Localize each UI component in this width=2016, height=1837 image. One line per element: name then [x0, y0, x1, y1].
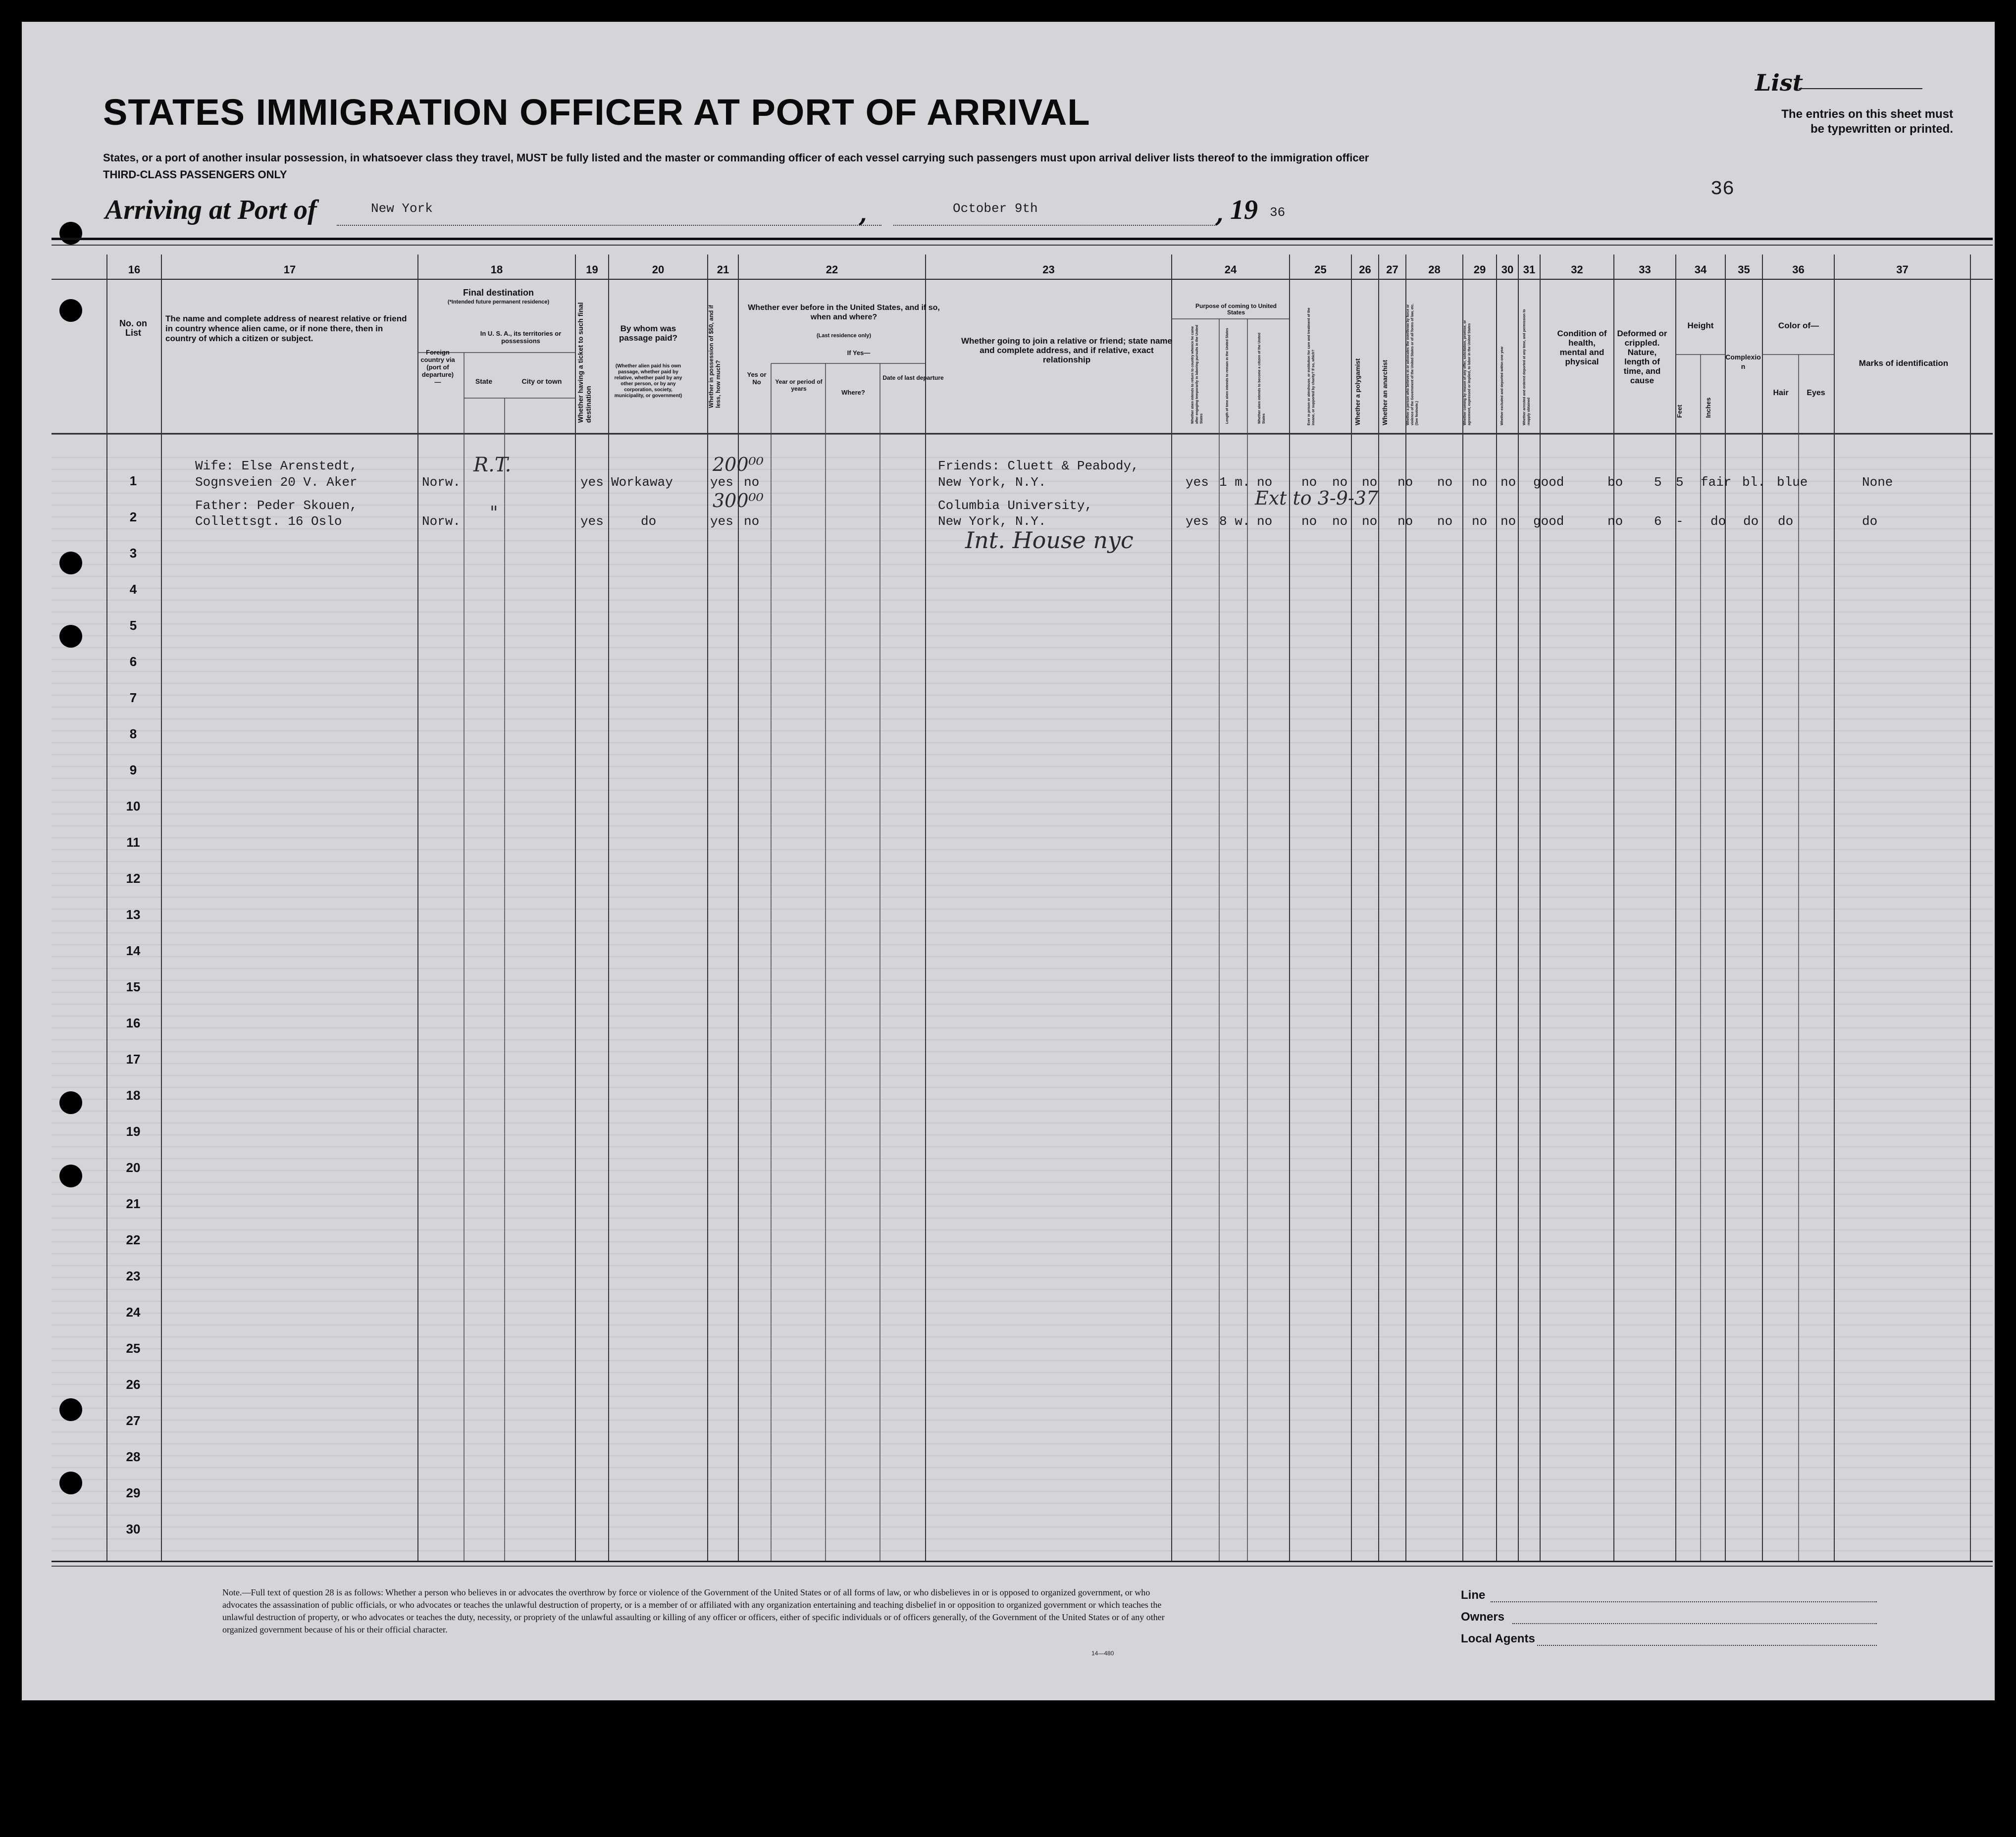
row1-join-line2: New York, N.Y.: [938, 475, 1046, 490]
header-foreign-country: Foreign country via (port of departure)—: [420, 349, 455, 386]
row2-excluded: no: [1472, 514, 1488, 529]
port-comma: ,: [859, 200, 867, 228]
header-if-yes: If Yes—: [847, 349, 871, 357]
row1-polygamist: no: [1332, 475, 1348, 490]
row1-join-line1: Friends: Cluett & Peabody,: [938, 459, 1139, 473]
sheet-number: 36: [1710, 178, 1735, 201]
row1-health: good: [1533, 475, 1564, 490]
row-number: 15: [126, 979, 141, 994]
row2-overthrow: no: [1397, 514, 1413, 529]
header-going-to-join: Whether going to join a relative or friend; state name and complete address, and if relative, exact relationship: [961, 336, 1172, 364]
row-number: 9: [129, 763, 137, 777]
date-comma: ,: [1215, 200, 1224, 228]
owners-underline: [1512, 1623, 1877, 1624]
top-rule: [52, 238, 1993, 240]
row-number: 8: [129, 726, 137, 741]
row2-extension-hand: Ext to 3-9-37: [1255, 487, 1379, 509]
row2-relative-line2: Collettsgt. 16 Oslo: [195, 514, 342, 529]
row-number: 28: [126, 1449, 141, 1464]
row1-labor-offer: no: [1437, 475, 1453, 490]
header-where: Where?: [841, 389, 865, 396]
header-city: City or town: [521, 377, 562, 385]
row-number: 22: [126, 1232, 141, 1247]
row2-before: no: [744, 514, 760, 529]
row1-paid-by: Workaway: [611, 475, 673, 490]
year-prefix: 19: [1230, 195, 1258, 225]
row-number: 1: [129, 473, 137, 488]
row-number: 24: [126, 1305, 141, 1320]
header-color: Color of—: [1778, 321, 1819, 330]
list-field: List: [1755, 69, 1803, 96]
column-number: 29: [1473, 263, 1486, 276]
port-value: New York: [371, 201, 433, 216]
row1-purpose-citizen: no: [1257, 475, 1273, 490]
column-number: 25: [1314, 263, 1327, 276]
header-no-on-list: No. on List: [119, 318, 147, 338]
header-final-destination-sub: (*Intended future permanent residence): [447, 299, 550, 305]
header-ticket: Whether having a ticket to such final destination: [576, 302, 592, 423]
column-number: 23: [1042, 263, 1055, 276]
column-number: 37: [1896, 263, 1909, 276]
row2-join-line1: Columbia University,: [938, 498, 1093, 513]
row-number: 14: [126, 943, 141, 958]
row1-arrested: no: [1500, 475, 1516, 490]
header-purpose-return: Whether alien intends to return to country whence he came after engaging temporarily in laboring pursuits in the United States: [1191, 325, 1203, 424]
row1-purpose-return: yes: [1186, 475, 1209, 490]
row-number: 4: [129, 582, 137, 597]
row1-money-hand: 200⁰⁰: [713, 454, 764, 475]
punch-hole: [59, 1472, 82, 1494]
punch-hole: [59, 1091, 82, 1114]
header-eyes: Eyes: [1807, 389, 1825, 397]
agents-label: Local Agents: [1461, 1632, 1535, 1645]
row1-anarchist: no: [1362, 475, 1378, 490]
row2-money: yes: [710, 514, 733, 529]
column-number: 26: [1359, 263, 1371, 276]
header-excluded: Whether excluded and deported within one year: [1500, 346, 1504, 425]
row1-deformed: bo: [1607, 475, 1623, 490]
agents-underline: [1537, 1645, 1877, 1646]
row1-before: no: [744, 475, 760, 490]
year-suffix: 36: [1270, 205, 1286, 220]
header-state: State: [475, 377, 493, 385]
column-number: 16: [128, 263, 141, 276]
column-number: 31: [1523, 263, 1536, 276]
column-number: 17: [283, 263, 296, 276]
row1-foreign: Norw.: [422, 475, 461, 490]
date-value: October 9th: [953, 201, 1038, 216]
row-number: 27: [126, 1413, 141, 1428]
header-feet: Feet: [1676, 405, 1683, 418]
punch-hole: [59, 1165, 82, 1187]
row2-join-line2: New York, N.Y.: [938, 514, 1046, 529]
row1-complexion: fair: [1701, 475, 1732, 490]
header-height: Height: [1687, 321, 1714, 330]
punch-hole: [59, 552, 82, 574]
row2-inches: -: [1676, 514, 1684, 529]
row2-hair: do: [1743, 514, 1759, 529]
row1-hair: bl.: [1742, 475, 1765, 490]
row1-inches: 5: [1676, 475, 1684, 490]
column-number: 33: [1639, 263, 1651, 276]
row1-purpose-length: 1 m.: [1219, 475, 1250, 490]
header-purpose-length: Length of time alien intends to remain in the United States: [1226, 328, 1229, 424]
row2-anarchist: no: [1362, 514, 1378, 529]
header-before-in-us-sub: (Last residence only): [816, 333, 872, 339]
header-in-usa: In U. S. A., its territories or possessions: [480, 330, 562, 345]
row2-prison: no: [1301, 514, 1317, 529]
punch-hole: [59, 222, 82, 245]
row-number: 10: [126, 799, 141, 814]
header-deformed: Deformed or crippled. Nature, length of time, and cause: [1617, 329, 1667, 385]
punch-hole: [59, 625, 82, 648]
column-number: 22: [826, 263, 838, 276]
header-complexion: Complexion: [1725, 353, 1761, 370]
row1-marks: None: [1862, 475, 1893, 490]
row2-health: good: [1533, 514, 1564, 529]
footnote: Note.—Full text of question 28 is as follows: Whether a person who believes in or advocates the overthrow by force or violence of the Government of the United States or of all forms of law, or who disbelieves in or is opposed to organized government, or who advocates the assassination of public officials, or who advocates or teaches the unlawful destruction of property, or is a member of or affiliated with any organization entertaining and teaching disbelief in or opposition to organized government or which teaches the unlawful destruction of property, or who advocates or teaches the duty, necessity, or propriety of the unlawful assaulting or killing of any officer or officers, either of specific individuals or of officers generally, of the Government of the United States or of any other organized government because of his or their official character.: [222, 1587, 1165, 1634]
row-number: 12: [126, 871, 141, 886]
row1-prison: no: [1301, 475, 1317, 490]
header-hair: Hair: [1773, 389, 1789, 397]
header-prison: Ever in prison or almshouse, or institution for care and treatment of the insane, or supported by charity? If so, which?: [1307, 307, 1315, 425]
bottom-rule-thin: [52, 1566, 1993, 1567]
date-underline: [893, 225, 1215, 226]
entries-note: The entries on this sheet must be typewritten or printed.: [1781, 107, 1953, 136]
row2-labor-offer: no: [1437, 514, 1453, 529]
column-number: 24: [1224, 263, 1237, 276]
arriving-label: Arriving at Port of: [105, 195, 317, 225]
column-number: 21: [717, 263, 729, 276]
row-number: 30: [126, 1522, 141, 1536]
header-nearest-relative: The name and complete address of nearest relative or friend in country whence alien came, or if none there, then in country of which a citizen or subject.: [165, 314, 407, 343]
row-number: 16: [126, 1016, 141, 1030]
row2-foreign: Norw.: [422, 514, 461, 529]
passenger-class: THIRD-CLASS PASSENGERS ONLY: [103, 168, 287, 181]
row-number: 2: [129, 510, 137, 524]
header-purpose-citizen: Whether alien intends to become a citizen of the United States: [1258, 333, 1266, 424]
row1-money: yes: [710, 475, 733, 490]
manifest-sheet: [22, 22, 1995, 1700]
row2-relative-line1: Father: Peder Skouen,: [195, 498, 358, 513]
row2-polygamist: no: [1332, 514, 1348, 529]
header-passage-paid-sub: (Whether alien paid his own passage, whether paid by relative, whether paid by any other person, or by any corporation, society, municipality, or government): [614, 363, 682, 399]
header-years: Year or period of years: [775, 378, 823, 392]
row-number: 26: [126, 1377, 141, 1392]
row2-ticket: yes: [580, 514, 604, 529]
row1-feet: 5: [1654, 475, 1662, 490]
row2-purpose-citizen: no: [1257, 514, 1273, 529]
owners-label: Owners: [1461, 1610, 1505, 1624]
header-anarchist: Whether an anarchist: [1381, 359, 1389, 425]
row-number: 29: [126, 1485, 141, 1500]
header-last-departure: Date of last departure: [882, 374, 944, 381]
bottom-rule: [52, 1561, 1993, 1562]
row2-paid-by: do: [641, 514, 657, 529]
header-final-destination: Final destination: [463, 288, 534, 298]
row-number: 23: [126, 1269, 141, 1283]
header-arrested: Whether arrested and ordered deported at any time, and permission to reapply obtained: [1523, 309, 1531, 425]
row1-eyes: blue: [1777, 475, 1808, 490]
row2-marks: do: [1862, 514, 1878, 529]
header-yes-no: Yes or No: [747, 371, 767, 386]
header-passage-paid: By whom was passage paid?: [619, 324, 678, 343]
row2-purpose-length: 8 w.: [1219, 514, 1250, 529]
header-money: Whether in possession of $50, and if less, how much?: [708, 305, 722, 408]
punch-hole: [59, 1398, 82, 1421]
column-number: 30: [1501, 263, 1514, 276]
row-number: 3: [129, 546, 137, 561]
column-number: 32: [1571, 263, 1583, 276]
column-number: 36: [1792, 263, 1805, 276]
row1-ticket: yes: [580, 475, 604, 490]
row-number: 18: [126, 1088, 141, 1103]
row-number: 19: [126, 1124, 141, 1139]
line-label: Line: [1461, 1588, 1486, 1602]
row2-state-hand: ": [490, 503, 498, 523]
row1-relative-line2: Sognsveien 20 V. Aker: [195, 475, 358, 490]
column-number: 19: [586, 263, 598, 276]
row1-overthrow: no: [1397, 475, 1413, 490]
top-rule-thin: [52, 245, 1993, 246]
column-number: 35: [1738, 263, 1750, 276]
row2-arrested: no: [1500, 514, 1516, 529]
column-number: 28: [1428, 263, 1441, 276]
header-marks: Marks of identification: [1859, 358, 1949, 368]
row-number: 13: [126, 907, 141, 922]
row2-feet: 6: [1654, 514, 1662, 529]
row-number: 7: [129, 690, 137, 705]
port-underline: [337, 225, 881, 226]
header-health: Condition of health, mental and physical: [1557, 329, 1607, 366]
line-underline: [1491, 1601, 1877, 1602]
column-number: 34: [1694, 263, 1707, 276]
row2-eyes: do: [1778, 514, 1794, 529]
row2-money-hand: 300⁰⁰: [713, 490, 764, 511]
row-number: 21: [126, 1196, 141, 1211]
row-number: 5: [129, 618, 137, 633]
header-before-in-us: Whether ever before in the United States, and if so, when and where?: [748, 304, 940, 321]
row2-purpose-return: yes: [1186, 514, 1209, 529]
row2-deformed: no: [1607, 514, 1623, 529]
header-purpose: Purpose of coming to United States: [1195, 303, 1277, 316]
row2-join-hand: Int. House nyc: [965, 527, 1134, 554]
row-number: 17: [126, 1052, 141, 1067]
row-number: 25: [126, 1341, 141, 1356]
page-title: STATES IMMIGRATION OFFICER AT PORT OF ARRIVAL: [103, 92, 1090, 133]
punch-hole: [59, 299, 82, 322]
row-number: 11: [126, 835, 140, 850]
header-inches: Inches: [1705, 397, 1712, 418]
row-number: 6: [129, 654, 137, 669]
form-number: 14—480: [1091, 1650, 1114, 1657]
row1-excluded: no: [1472, 475, 1488, 490]
row-number: 20: [126, 1160, 141, 1175]
instructions-line: States, or a port of another insular possession, in whatsoever class they travel, MUST be fully listed and the master or commanding officer of each vessel carrying such passengers must upon arrival deliver lists thereof to the immigration officer: [103, 152, 1369, 164]
header-polygamist: Whether a polygamist: [1354, 358, 1361, 425]
row1-relative-line1: Wife: Else Arenstedt,: [195, 459, 358, 473]
row2-complexion: do: [1710, 514, 1726, 529]
column-number: 27: [1386, 263, 1398, 276]
column-number: 20: [652, 263, 665, 276]
header-labor-offer: Whether coming by reason of any offer, solicitation, promise, or agreement, expressed or implied, to labor in the United States: [1463, 320, 1471, 425]
column-number: 18: [490, 263, 503, 276]
row1-state-hand: R.T.: [473, 454, 512, 476]
header-overthrow: Whether a person who believes in or advocates the overthrow by force or violence of the Government of the United States or of all forms of law, etc. (See footnote.): [1406, 304, 1419, 425]
